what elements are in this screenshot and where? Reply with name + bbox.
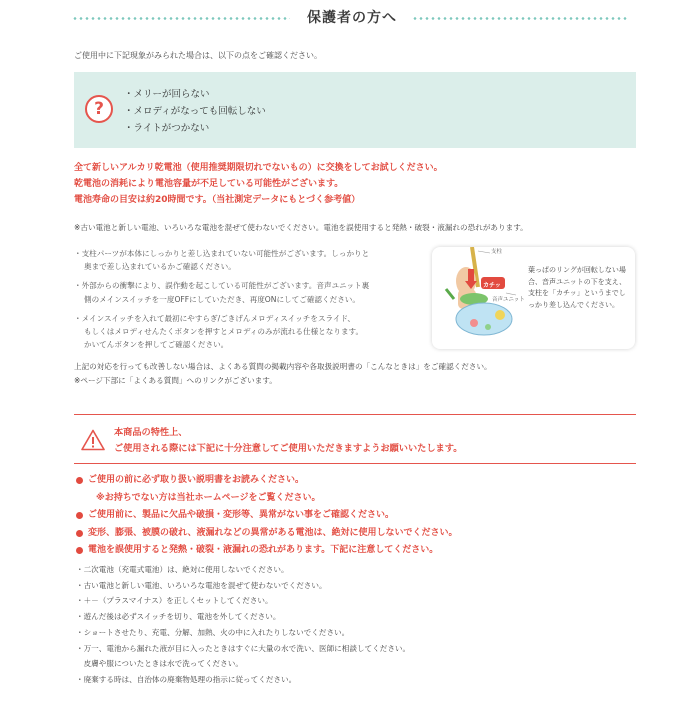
check-item: ・支柱パーツが本体にしっかりと差し込まれていない可能性がございます。しっかりと 奥まで差し込まれているかご確認ください。 bbox=[74, 249, 370, 272]
battery-rule-item: ・＋－（プラスマイナス）を正しくセットしてください。 bbox=[76, 596, 273, 606]
assembly-illustration bbox=[432, 247, 635, 349]
battery-rule-item: 皮膚や服についたときは水で洗ってください。 bbox=[76, 659, 243, 669]
battery-notice-line: 乾電池の消耗により電池容量が不足している可能性がございます。 bbox=[74, 179, 344, 189]
symptom-box bbox=[74, 72, 636, 148]
battery-rules-list bbox=[76, 562, 410, 688]
battery-rule-item: ・万一、電池から漏れた液が目に入ったときはすぐに大量の水で洗い、医師に相談してください。 bbox=[76, 643, 411, 653]
caution-box bbox=[74, 414, 636, 464]
bullet-dot-icon bbox=[76, 477, 83, 484]
intro-text: ご使用中に下記現象がみられた場合は、以下の点をご確認ください。 bbox=[74, 51, 322, 60]
label-click: カチッ bbox=[483, 282, 501, 289]
check-item: ・メインスイッチを入れて最初にやすらぎ/ごきげんメロディスイッチをスライド、 もしくはメロディせんたくボタンを押すとメロディのみが流れる仕様となります。 かいてんボタンを押してご確認ください。 bbox=[74, 313, 364, 350]
symptom-item: ・メロディがなっても回転しない bbox=[124, 106, 266, 117]
battery-rule-item: ・遊んだ後は必ずスイッチを切り、電池を外してください。 bbox=[76, 612, 281, 622]
label-sound-unit: 音声ユニット bbox=[492, 297, 525, 303]
section-header bbox=[72, 6, 628, 28]
battery-rule-item: ・二次電池（充電式電池）は、絶対に使用しないでください。 bbox=[76, 565, 289, 574]
followup-text bbox=[74, 360, 492, 388]
symptom-item: ・ライトがつかない bbox=[124, 123, 210, 134]
caution-line: ご使用される際には下記に十分注意してご使用いただきますようお願いいたします。 bbox=[114, 443, 463, 454]
caution-text bbox=[114, 425, 462, 457]
warning-icon bbox=[81, 429, 105, 451]
dotted-divider-right bbox=[412, 17, 628, 20]
faq-note: ※ページ下部に「よくある質問」へのリンクがございます。 bbox=[74, 376, 277, 385]
bullet-dot-icon bbox=[76, 512, 83, 519]
bullet-dot-icon bbox=[76, 530, 83, 537]
precaution-item: 変形、膨張、被膜の破れ、液漏れなどの異常がある電池は、絶対に使用しないでください。 bbox=[76, 525, 458, 543]
battery-rule-item: ・ショートさせたり、充電、分解、加熱、火の中に入れたりしないでください。 bbox=[76, 627, 350, 637]
battery-notice bbox=[74, 160, 634, 208]
battery-warning-note: ※古い電池と新しい電池、いろいろな電池を混ぜて使わないでください。電池を誤使用すると発熱・破裂・液漏れの恐れがあります。 bbox=[74, 223, 528, 232]
precaution-subnote: ※お持ちでない方は当社ホームページをご覧ください。 bbox=[96, 492, 321, 503]
page-title: 保護者の方へ bbox=[307, 10, 397, 26]
question-icon: ? bbox=[85, 95, 113, 123]
symptom-item: ・メリーが回らない bbox=[124, 89, 210, 100]
battery-notice-line: 全て新しいアルカリ乾電池（使用推奨期限切れでないもの）に交換をしてお試しください。 bbox=[74, 163, 443, 173]
precaution-item: 電池を誤使用すると発熱・破裂・液漏れの恐れがあります。下記に注意してください。 bbox=[76, 542, 458, 560]
battery-rule-item: ・廃棄する時は、自治体の廃棄物処理の指示に従ってください。 bbox=[76, 674, 297, 684]
bullet-dot-icon bbox=[76, 547, 83, 554]
precaution-item: ご使用の前に必ず取り扱い説明書をお読みください。 bbox=[76, 472, 458, 490]
precaution-list bbox=[76, 472, 458, 560]
dotted-divider-left bbox=[72, 17, 290, 20]
check-list bbox=[74, 247, 422, 357]
caution-line: 本商品の特性上、 bbox=[114, 427, 188, 438]
illustration-caption: 葉っぱのリングが回転しない場合、音声ユニットの下を支え、支柱を「カチッ」というまでしっかり差し込んでください。 bbox=[528, 266, 627, 309]
check-item: ・外部からの衝撃により、誤作動を起こしている可能性がございます。音声ユニット裏 側のメインスイッチを一度OFFにしていただき、再度ONにしてご確認ください。 bbox=[74, 281, 370, 304]
battery-rule-item: ・古い電池と新しい電池、いろいろな電池を混ぜて使わないでください。 bbox=[76, 580, 327, 590]
precaution-item: ご使用前に、製品に欠品や破損・変形等、異常がない事をご確認ください。 bbox=[76, 507, 458, 525]
symptom-list bbox=[124, 86, 266, 137]
battery-notice-line: 電池寿命の目安は約20時間です。（当社測定データにもとづく参考値） bbox=[74, 195, 361, 205]
label-pole: 支柱 bbox=[491, 249, 503, 255]
followup-line: 上記の対応を行っても改善しない場合は、よくある質問の掲載内容や各取扱説明書の「こんなときは」をご確認ください。 bbox=[74, 362, 492, 371]
